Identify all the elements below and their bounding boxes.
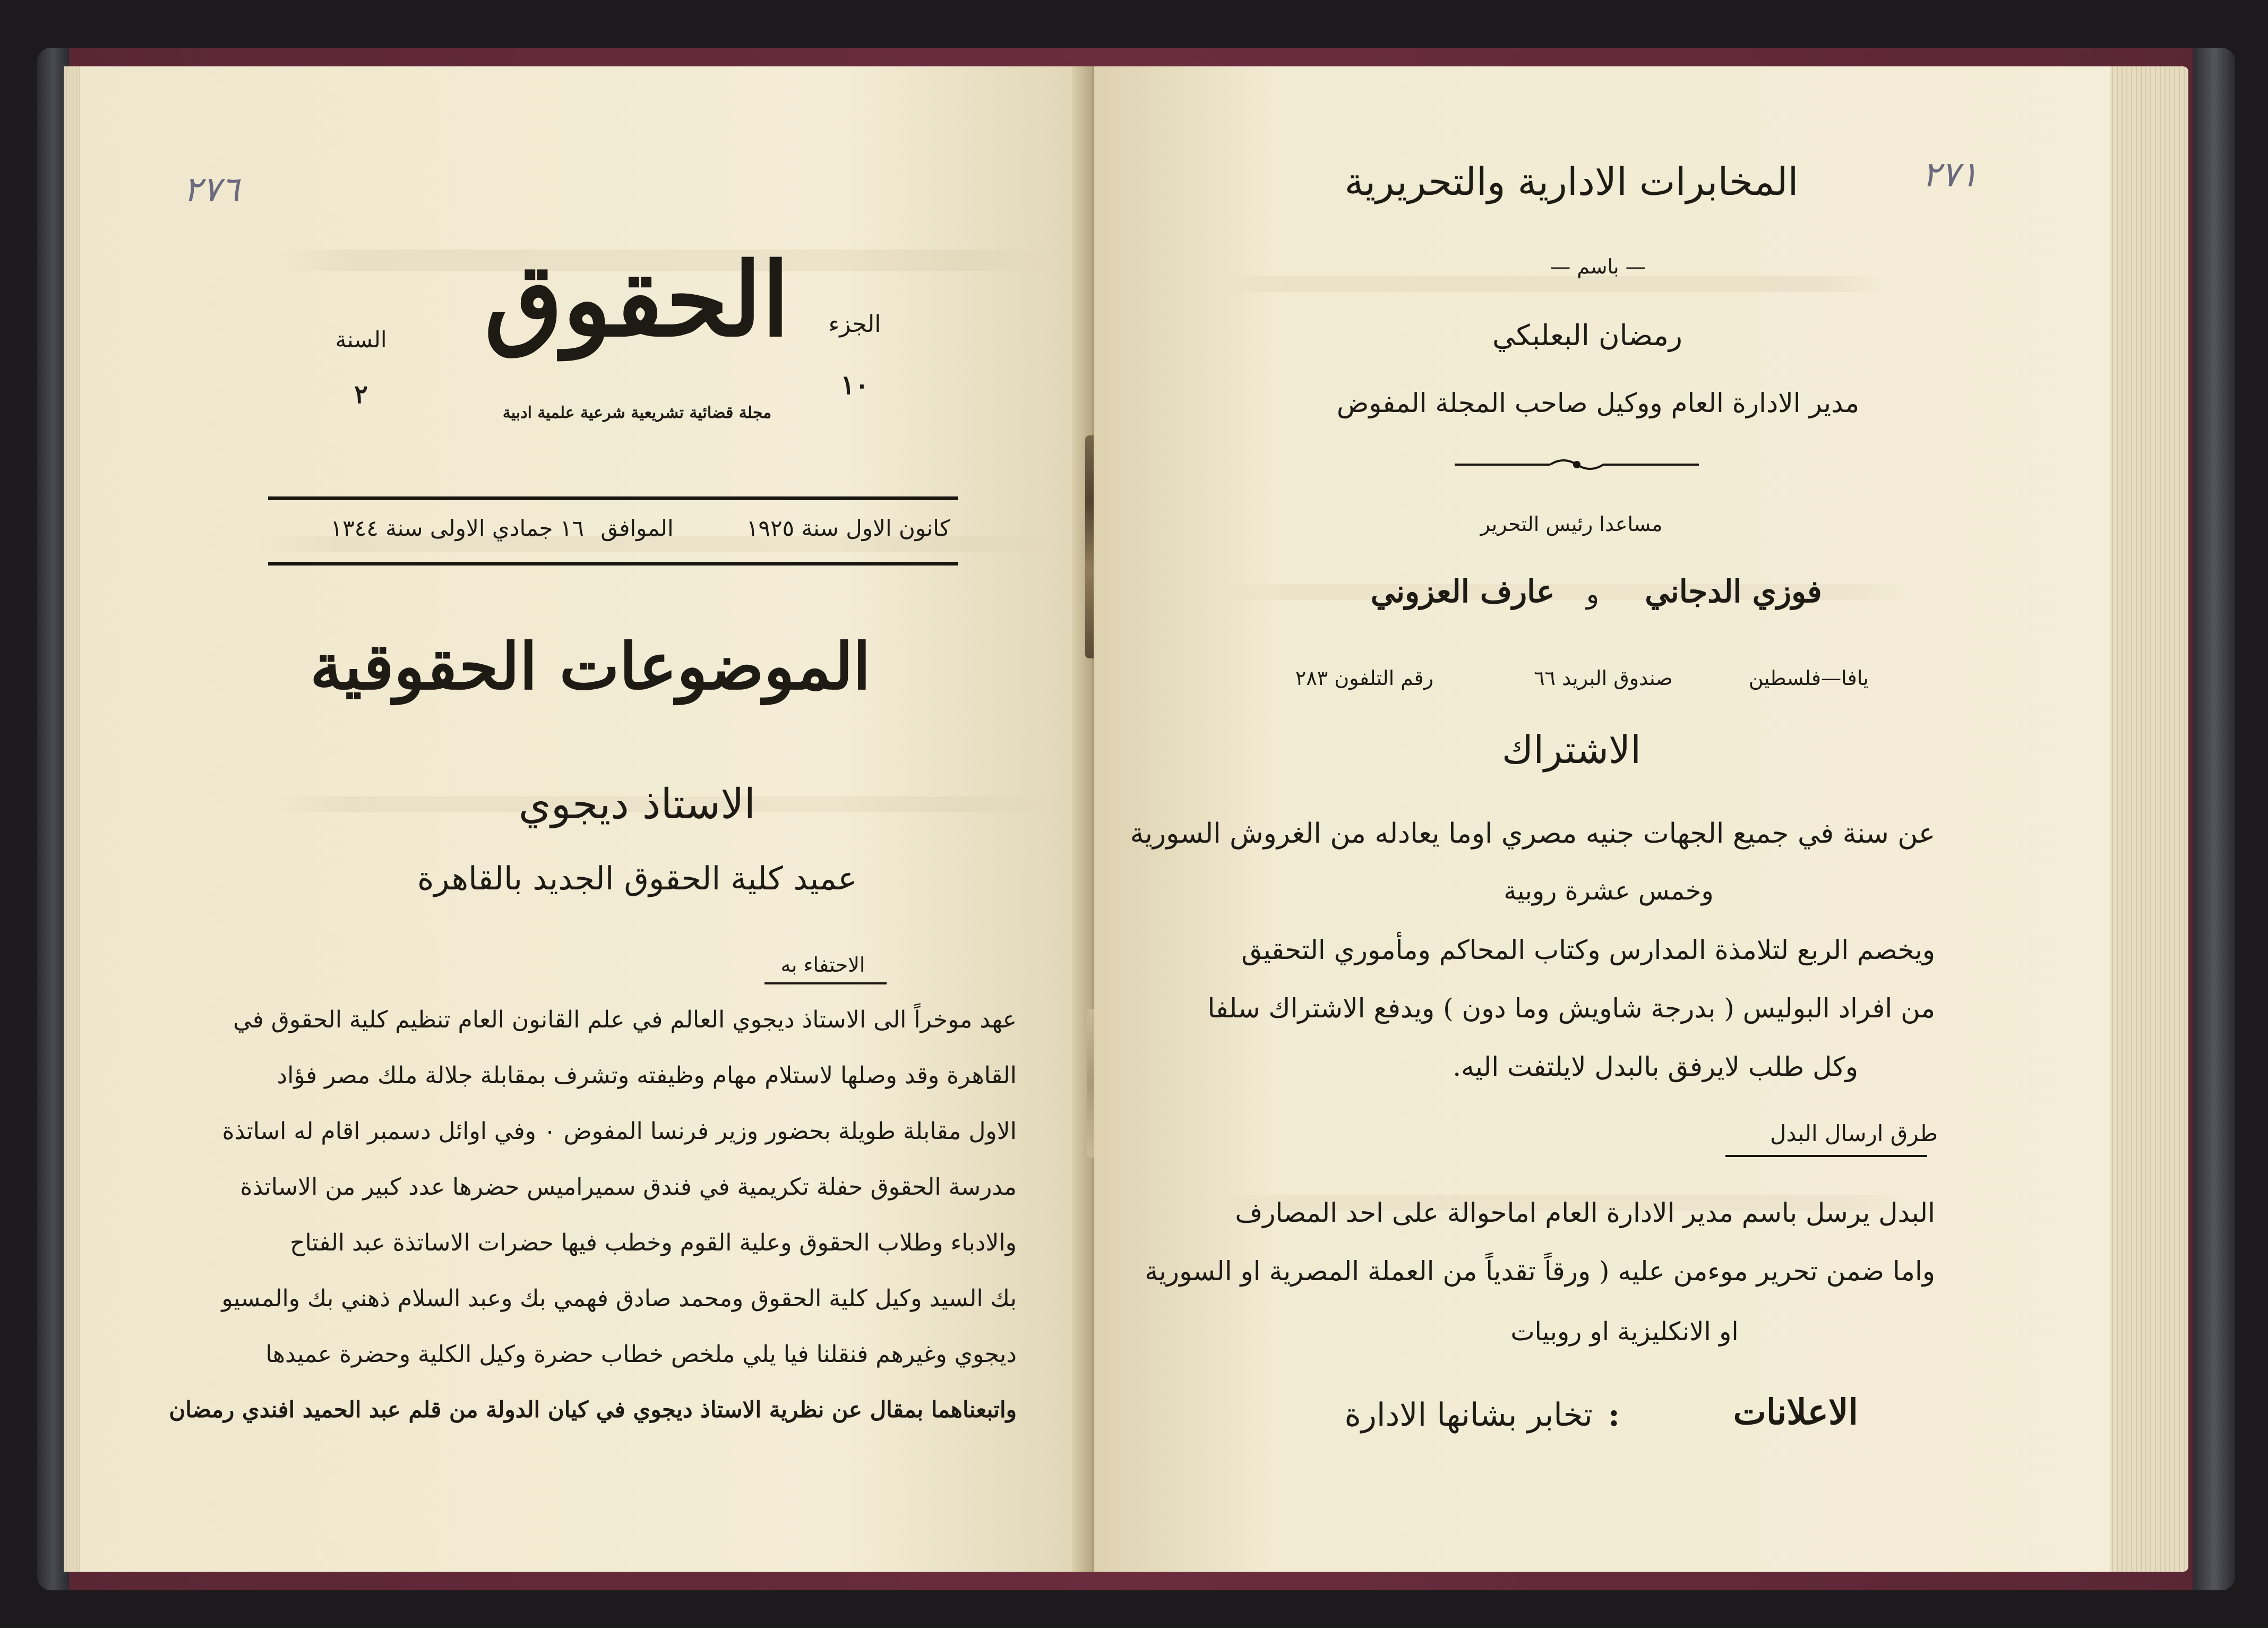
ornament-divider <box>1455 454 1699 481</box>
book-spine-edge-right <box>2193 48 2235 1590</box>
assistant-conjunction: و <box>1586 579 1600 610</box>
body-line: مدرسة الحقوق حفلة تكريمية في فندق سميراميس حضرها عدد كبير من الاساتذة <box>240 1173 1017 1201</box>
payment-line: البدل يرسل باسم مدير الادارة العام اماحوالة على احد المصارف <box>1235 1197 1935 1228</box>
subheading-underline <box>764 982 887 984</box>
body-line: والادباء وطلاب الحقوق وعلية القوم وخطب فيها حضرات الاساتذة عبد الفتاح <box>290 1229 1017 1256</box>
ornament-divider-icon <box>1455 454 1699 475</box>
bleed-through-line <box>1221 276 1885 292</box>
body-line: عهد موخراً الى الاستاذ ديجوي العالم في علم القانون العام تنظيم كلية الحقوق في <box>233 1006 1017 1033</box>
body-line: بك السيد وكيل كلية الحقوق ومحمد صادق فهمي بك وعبد السلام ذهني بك والمسيو <box>221 1285 1017 1312</box>
article-subtitle: عميد كلية الحقوق الجديد بالقاهرة <box>417 860 857 897</box>
part-label: الجزء <box>828 311 881 338</box>
body-line: القاهرة وقد وصلها لاستلام مهام وظيفته وتشرف بمقابلة جلالة ملك مصر فؤاد <box>277 1062 1017 1089</box>
manager-name: رمضان البعلبكي <box>1492 319 1682 352</box>
body-line: الاول مقابلة طويلة بحضور وزير فرنسا المفوض ٠ وفي اوائل دسمبر اقام له اساتذة <box>222 1118 1017 1145</box>
subscription-line: من افراد البوليس ( بدرجة شاويش وما دون ) ويدفع الاشتراك سلفا <box>1207 993 1935 1024</box>
subscription-line: ويخصم الربع لتلامذة المدارس وكتاب المحاكم ومأموري التحقيق <box>1241 935 1935 965</box>
article-title: الاستاذ ديجوي <box>518 781 756 828</box>
left-page-number-pencil: ٢٧٦ <box>183 169 240 210</box>
ads-text: تخابر بشانها الادارة <box>1344 1396 1593 1434</box>
subscription-line: عن سنة في جميع الجهات جنيه مصري اوما يعادله من الغروش السورية <box>1130 818 1935 850</box>
payment-line: واما ضمن تحرير موءمن عليه ( ورقاً تقدياً من العملة المصرية او السورية <box>1145 1256 1935 1287</box>
date-corresponding: الموافق <box>600 515 674 541</box>
ads-label: الاعلانات <box>1733 1391 1858 1433</box>
body-line: واتبعناهما بمقال عن نظرية الاستاذ ديجوي في كيان الدولة من قلم عبد الحميد افندي رمضان <box>169 1396 1017 1423</box>
journal-title: الحقوق <box>484 241 790 359</box>
right-page-number-pencil: ٢٧١ <box>1922 154 1979 195</box>
subscription-line: وخمس عشرة روبية <box>1504 876 1714 906</box>
address-city: يافا—فلسطين <box>1748 666 1869 690</box>
manager-title: مدير الادارة العام ووكيل صاحب المجلة المفوض <box>1336 388 1860 418</box>
ads-colon: : <box>1608 1396 1620 1434</box>
payment-heading: طرق ارسال البدل <box>1769 1120 1938 1146</box>
assistant-name-1: فوزي الدجاني <box>1645 573 1822 610</box>
assistant-name-2: عارف العزوني <box>1370 573 1555 610</box>
address-phone: رقم التلفون ٢٨٣ <box>1295 666 1434 690</box>
part-number: ١٠ <box>840 369 869 400</box>
article-subheading: الاحتفاء به <box>780 953 865 976</box>
payment-line: او الانكليزية او روبيات <box>1510 1317 1739 1347</box>
year-label: السنة <box>335 327 387 353</box>
date-gregorian: كانون الاول سنة ١٩٢٥ <box>746 515 950 541</box>
masthead-rule-bottom <box>268 562 958 565</box>
year-number: ٢ <box>354 380 368 409</box>
by-name-label: — باسم — <box>1550 255 1646 278</box>
payment-heading-underline <box>1725 1155 1927 1157</box>
assistants-label: مساعدا رئيس التحرير <box>1480 512 1663 536</box>
subscription-heading: الاشتراك <box>1501 727 1642 772</box>
section-heading: الموضوعات الحقوقية <box>310 629 871 704</box>
masthead-rule-top <box>268 496 958 500</box>
admin-heading: المخابرات الادارية والتحريرية <box>1344 159 1799 204</box>
address-po-box: صندوق البريد ٦٦ <box>1534 666 1673 690</box>
body-line: ديجوي وغيرهم فنقلنا فيا يلي ملخص خطاب حضرة وكيل الكلية وحضرة عميدها <box>265 1341 1017 1368</box>
date-hijri: ١٦ جمادي الاولى سنة ١٣٤٤ <box>330 515 584 541</box>
journal-subtitle: مجلة قضائية تشريعية شرعية علمية ادبية <box>502 404 772 422</box>
subscription-line: وكل طلب لايرفق بالبدل لايلتفت اليه. <box>1453 1051 1858 1082</box>
page-stack-right <box>2109 66 2188 1572</box>
